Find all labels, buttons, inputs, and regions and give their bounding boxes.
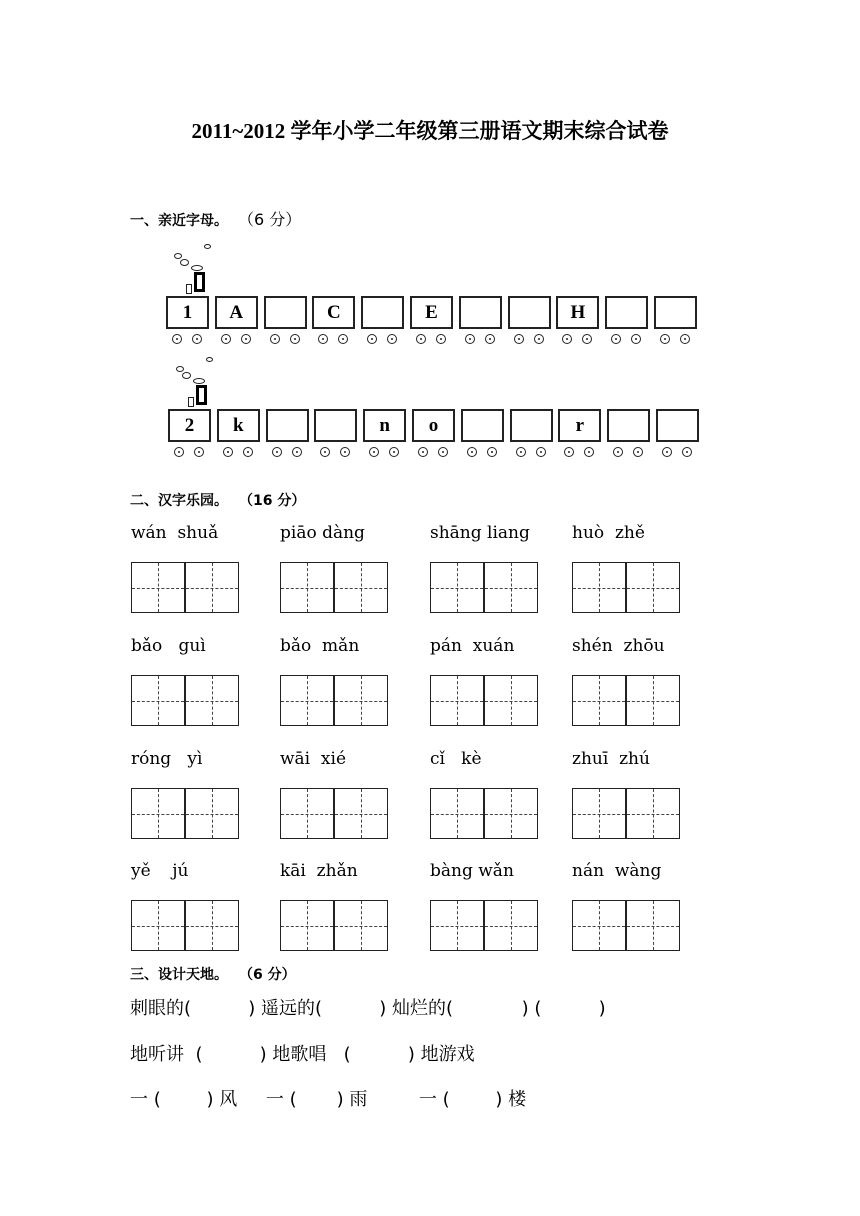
wheel-icon xyxy=(514,334,524,344)
wheel-icon xyxy=(631,334,641,344)
writing-grid-box[interactable] xyxy=(280,788,334,839)
wheel-icon xyxy=(611,334,621,344)
train-car[interactable] xyxy=(312,296,355,329)
writing-grid-box[interactable] xyxy=(185,562,239,613)
writing-grid-box[interactable] xyxy=(334,562,388,613)
wheel-icon xyxy=(243,447,253,457)
train-car[interactable] xyxy=(654,296,697,329)
car-letter: C xyxy=(327,301,341,323)
train-car[interactable] xyxy=(217,409,260,442)
writing-grid-box[interactable] xyxy=(430,675,484,726)
writing-grid-box[interactable] xyxy=(280,562,334,613)
smoke-puff-icon xyxy=(182,372,191,379)
wheel-icon xyxy=(174,447,184,457)
writing-grid-box[interactable] xyxy=(626,675,680,726)
wheel-icon xyxy=(436,334,446,344)
train-car[interactable] xyxy=(656,409,699,442)
car-letter: 1 xyxy=(182,301,193,323)
section-3-label: 三、设计天地。 xyxy=(130,967,228,983)
wheel-icon xyxy=(221,334,231,344)
smoke-puff-icon xyxy=(191,265,203,271)
wheel-icon xyxy=(564,447,574,457)
car-letter: A xyxy=(229,301,244,323)
writing-grid-box[interactable] xyxy=(484,675,538,726)
pinyin-label: wán shuǎ xyxy=(131,523,219,543)
writing-grid-box[interactable] xyxy=(572,562,626,613)
train-car[interactable] xyxy=(314,409,357,442)
train-car[interactable] xyxy=(459,296,502,329)
writing-grid-box[interactable] xyxy=(626,900,680,951)
pinyin-label: nán wàng xyxy=(572,861,662,881)
pinyin-label: bǎo mǎn xyxy=(280,636,360,656)
wheel-icon xyxy=(338,334,348,344)
writing-grid-box[interactable] xyxy=(430,562,484,613)
section-2-label: 二、汉字乐园。 xyxy=(130,493,228,509)
writing-grid-box[interactable] xyxy=(280,900,334,951)
car-letter: H xyxy=(570,301,586,323)
pinyin-label: piāo dàng xyxy=(280,523,365,543)
wheel-icon xyxy=(194,447,204,457)
fill-line-1[interactable]: 刺眼的( ) 遥远的( ) 灿烂的( ) ( ) xyxy=(130,998,606,1019)
train-car[interactable] xyxy=(264,296,307,329)
wheel-icon xyxy=(369,447,379,457)
train-car[interactable] xyxy=(412,409,455,442)
writing-grid-box[interactable] xyxy=(131,900,185,951)
pinyin-label: shāng liang xyxy=(430,523,530,543)
writing-grid-box[interactable] xyxy=(484,900,538,951)
pinyin-label: bàng wǎn xyxy=(430,861,514,881)
pinyin-label: cǐ kè xyxy=(430,749,482,769)
wheel-icon xyxy=(270,334,280,344)
train-car[interactable] xyxy=(361,296,404,329)
train-car[interactable] xyxy=(410,296,453,329)
pinyin-label: pán xuán xyxy=(430,636,515,656)
train-car[interactable] xyxy=(508,296,551,329)
wheel-icon xyxy=(438,447,448,457)
writing-grid-box[interactable] xyxy=(572,900,626,951)
wheel-icon xyxy=(680,334,690,344)
writing-grid-box[interactable] xyxy=(430,788,484,839)
train-car[interactable] xyxy=(607,409,650,442)
car-letter: n xyxy=(379,414,390,436)
car-letter: E xyxy=(425,301,438,323)
wheel-icon xyxy=(516,447,526,457)
wheel-icon xyxy=(633,447,643,457)
writing-grid-box[interactable] xyxy=(185,788,239,839)
car-letter: 2 xyxy=(184,414,195,436)
wheel-icon xyxy=(465,334,475,344)
train-car[interactable] xyxy=(266,409,309,442)
section-2-points: （16 分） xyxy=(246,493,306,509)
fill-line-2[interactable]: 地听讲 ( ) 地歌唱 ( ) 地游戏 xyxy=(130,1044,475,1065)
writing-grid-box[interactable] xyxy=(334,675,388,726)
train-car[interactable] xyxy=(363,409,406,442)
smoke-puff-icon xyxy=(206,357,213,362)
section-1-points: （6 分） xyxy=(246,210,302,229)
train-engine xyxy=(166,296,209,329)
train-car[interactable] xyxy=(605,296,648,329)
writing-grid-box[interactable] xyxy=(280,675,334,726)
wheel-icon xyxy=(272,447,282,457)
section-1-label: 一、亲近字母。 xyxy=(130,213,228,229)
wheel-icon xyxy=(318,334,328,344)
cab-icon xyxy=(188,397,194,407)
wheel-icon xyxy=(682,447,692,457)
smoke-puff-icon xyxy=(193,378,205,384)
page-title: 2011~2012 学年小学二年级第三册语文期末综合试卷 xyxy=(191,119,669,143)
wheel-icon xyxy=(487,447,497,457)
section-3-points: （6 分） xyxy=(246,967,296,983)
chimney-icon xyxy=(196,385,207,405)
pinyin-label: yě jú xyxy=(131,861,189,881)
car-letter: k xyxy=(233,414,244,436)
fill-line-3[interactable]: 一 ( ) 风 一 ( ) 雨 一 ( ) 楼 xyxy=(130,1089,527,1110)
wheel-icon xyxy=(389,447,399,457)
section-2-heading xyxy=(130,490,305,510)
train-car[interactable] xyxy=(461,409,504,442)
wheel-icon xyxy=(192,334,202,344)
train-car[interactable] xyxy=(556,296,599,329)
writing-grid-box[interactable] xyxy=(334,788,388,839)
smoke-puff-icon xyxy=(180,259,189,266)
writing-grid-box[interactable] xyxy=(484,788,538,839)
train-car[interactable] xyxy=(215,296,258,329)
pinyin-label: kāi zhǎn xyxy=(280,861,358,881)
pinyin-label: róng yì xyxy=(131,749,203,769)
cab-icon xyxy=(186,284,192,294)
writing-grid-box[interactable] xyxy=(185,900,239,951)
section-3-heading xyxy=(130,964,296,984)
train-car[interactable] xyxy=(510,409,553,442)
writing-grid-box[interactable] xyxy=(430,900,484,951)
writing-grid-box[interactable] xyxy=(131,675,185,726)
wheel-icon xyxy=(172,334,182,344)
wheel-icon xyxy=(290,334,300,344)
wheel-icon xyxy=(584,447,594,457)
writing-grid-box[interactable] xyxy=(131,788,185,839)
smoke-puff-icon xyxy=(174,253,182,259)
wheel-icon xyxy=(320,447,330,457)
wheel-icon xyxy=(416,334,426,344)
wheel-icon xyxy=(485,334,495,344)
chimney-icon xyxy=(194,272,205,292)
writing-grid-box[interactable] xyxy=(334,900,388,951)
wheel-icon xyxy=(660,334,670,344)
train-car[interactable] xyxy=(558,409,601,442)
writing-grid-box[interactable] xyxy=(626,562,680,613)
writing-grid-box[interactable] xyxy=(185,675,239,726)
wheel-icon xyxy=(534,334,544,344)
wheel-icon xyxy=(662,447,672,457)
writing-grid-box[interactable] xyxy=(572,675,626,726)
car-letter: r xyxy=(575,414,585,436)
section-1-heading xyxy=(130,207,301,230)
wheel-icon xyxy=(292,447,302,457)
wheel-icon xyxy=(387,334,397,344)
writing-grid-box[interactable] xyxy=(626,788,680,839)
writing-grid-box[interactable] xyxy=(131,562,185,613)
pinyin-label: huò zhě xyxy=(572,523,645,543)
wheel-icon xyxy=(536,447,546,457)
wheel-icon xyxy=(367,334,377,344)
smoke-puff-icon xyxy=(204,244,211,249)
pinyin-label: shén zhōu xyxy=(572,636,665,656)
wheel-icon xyxy=(582,334,592,344)
wheel-icon xyxy=(241,334,251,344)
pinyin-label: wāi xié xyxy=(280,749,347,769)
pinyin-label: zhuī zhú xyxy=(572,749,650,769)
wheel-icon xyxy=(467,447,477,457)
writing-grid-box[interactable] xyxy=(572,788,626,839)
wheel-icon xyxy=(418,447,428,457)
writing-grid-box[interactable] xyxy=(484,562,538,613)
wheel-icon xyxy=(562,334,572,344)
pinyin-label: bǎo guì xyxy=(131,636,206,656)
car-letter: o xyxy=(428,414,439,436)
smoke-puff-icon xyxy=(176,366,184,372)
wheel-icon xyxy=(613,447,623,457)
wheel-icon xyxy=(340,447,350,457)
train-engine xyxy=(168,409,211,442)
wheel-icon xyxy=(223,447,233,457)
